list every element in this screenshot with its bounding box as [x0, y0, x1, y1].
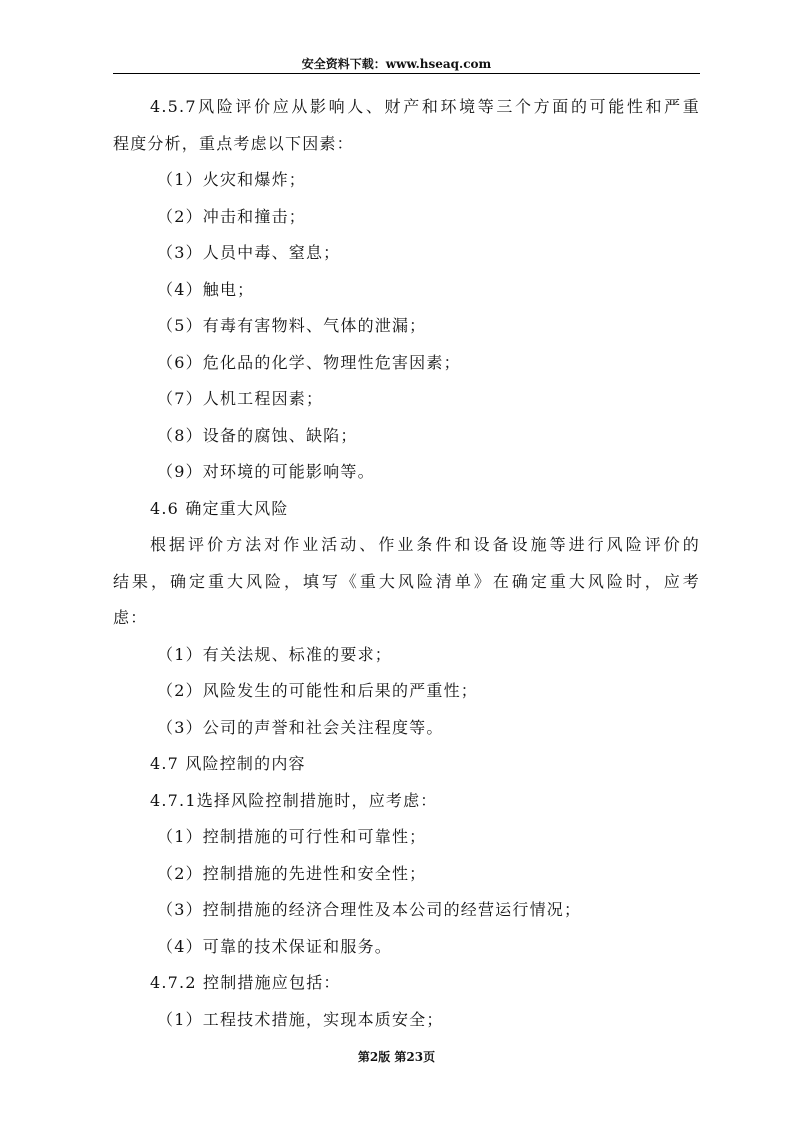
text-line: （1）火灾和爆炸； — [157, 170, 306, 189]
text-line: （3）控制措施的经济合理性及本公司的经营运行情况； — [157, 900, 582, 919]
text-line: （7）人机工程因素； — [157, 389, 324, 408]
page-header: 安全资料下载：www.hseaq.com — [301, 57, 492, 71]
text-line: （3）公司的声誉和社会关注程度等。 — [157, 717, 444, 737]
text-line: 4.7 风险控制的内容 — [150, 754, 306, 773]
text-line: 程度分析，重点考虑以下因素： — [113, 133, 354, 153]
text-line: （3）人员中毒、窒息； — [157, 243, 341, 262]
text-line: （1）工程技术措施，实现本质安全； — [157, 1009, 444, 1029]
text-line: （6）危化品的化学、物理性危害因素； — [157, 352, 461, 372]
text-line: （4）触电； — [157, 279, 255, 299]
text-line: 4.5.7风险评价应从影响人、财产和环境等三个方面的可能性和严重 — [150, 97, 700, 116]
text-line: （2）风险发生的可能性和后果的严重性； — [157, 681, 478, 700]
text-line: 虑： — [113, 608, 148, 627]
page-footer: 第2版 第23页 — [357, 1050, 436, 1064]
text-line: 4.7.1选择风险控制措施时，应考虑： — [150, 790, 438, 810]
text-line: 根据评价方法对作业活动、作业条件和设备设施等进行风险评价的 — [150, 535, 700, 554]
header-divider — [113, 73, 700, 74]
text-line: （1）控制措施的可行性和可靠性； — [157, 827, 427, 846]
text-line: （2）控制措施的先进性和安全性； — [157, 863, 427, 883]
document-body — [113, 89, 700, 1038]
text-line: （2）冲击和撞击； — [157, 206, 306, 226]
text-line: （8）设备的腐蚀、缺陷； — [157, 425, 358, 445]
text-line: （1）有关法规、标准的要求； — [157, 644, 392, 664]
text-line: 4.6 确定重大风险 — [150, 498, 289, 518]
text-line: 4.7.2 控制措施应包括： — [150, 973, 341, 992]
text-line: 结果，确定重大风险，填写《重大风险清单》在确定重大风险时，应考 — [113, 571, 700, 591]
text-line: （4）可靠的技术保证和服务。 — [157, 936, 392, 956]
text-line: （9）对环境的可能影响等。 — [157, 462, 375, 481]
text-line: （5）有毒有害物料、气体的泄漏； — [157, 316, 427, 335]
